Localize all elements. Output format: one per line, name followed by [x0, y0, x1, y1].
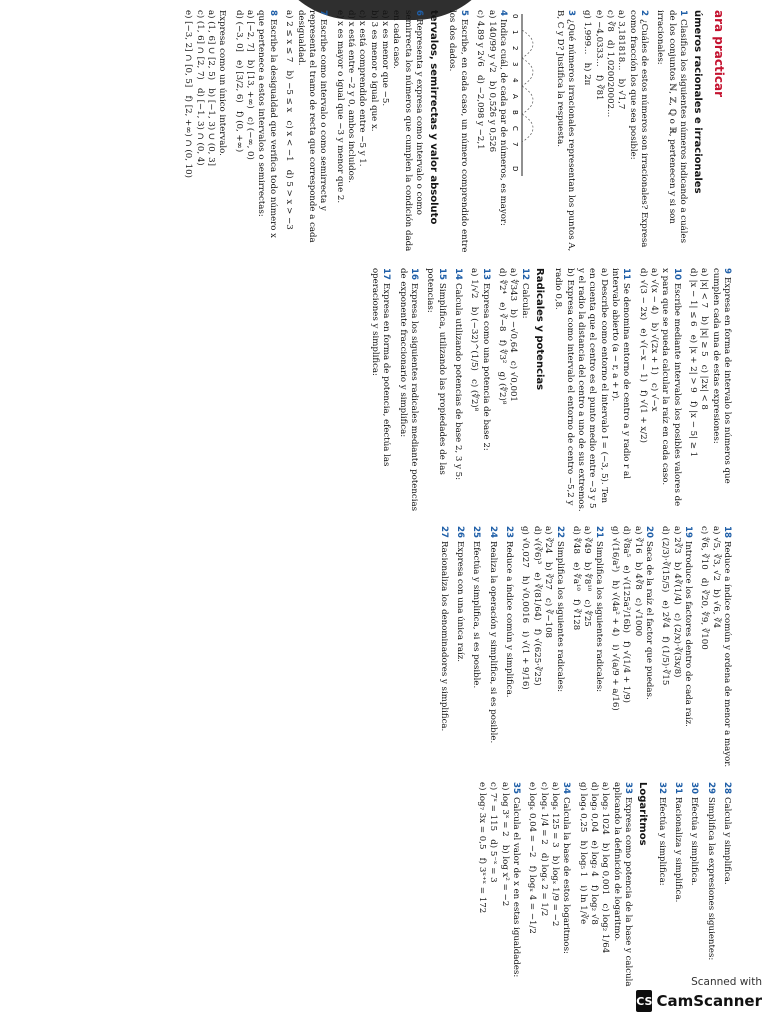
exercise: 14Calcula utilizando potencias de base 2, 3 y 5: [452, 268, 463, 481]
section-title: ara practicar [712, 10, 726, 97]
exercise: 22Simplifica los siguientes radicales: a) ∛24 b) ∛27 c) ∛−108 d) √(∛6)³ e) ∛(81/64) f) √(625·∛25) g) √0,027 h) √0,0016 i) √(1 + 9/16) [520, 526, 565, 693]
exercise: 18Reduce a índice común y ordena de menor a mayor. a) √5, ∛3, √2 b) √6, ∛4 c) ∜6, ∛10 d) ∛20, ∜9, ∛100 [699, 526, 732, 768]
exercise: 10Escribe mediante intervalos los posibles valores de x para que se pueda calcular la raíz en cada caso. a) √(x − 4) b) √(2x + 1) c) √−x d) √(3 − 2x) e) √(−x − 1) f) √(1 + x/2) [637, 268, 682, 507]
subsection-title: Radicales y potencias [533, 268, 545, 391]
tick-label: C [511, 126, 520, 131]
exercise: 6Representa y expresa como intervalo o como semirrecta los números que cumplen la condición dada en cada caso. a) x es menor que −5. b) 3 es menor o igual que x. c) x está comprendido entre −5 y 1. d) x está entre −2 y 0, ambos incluidos. e) x es mayor o igual que −3 y menor que 2. [334, 10, 424, 252]
exercise: 28Calcula y simplifica. [722, 782, 732, 885]
exercise: 16Expresa los siguientes radicales mediante potencias de exponente fraccionario y simplifica: [397, 268, 419, 512]
subsection-title: tervalos, semirrectas y valor absoluto [428, 10, 440, 225]
exercise: 32Efectúa y simplifica: [656, 782, 667, 886]
column-2 [364, 268, 732, 513]
exercise: 23Reduce a índice común y simplifica. [504, 526, 515, 698]
exercise: 19Introduce los factores dentro de cada raíz. a) 2∛3 b) 4∛(1/4) c) (2/x)·∛(3x/8) d) (2/3)·∛(15/5) e) 2∜4 f) (1/5)·∛15 [660, 526, 693, 727]
exercise: 27Racionaliza los denominadores y simplifica. [438, 526, 449, 732]
exercise: 5Escribe, en cada caso, un número comprendido entre los dos dados. [447, 10, 469, 253]
exercise: 12Calcula: a) ∜343 b) −√0,64 c) √0,001 d) ∜2⁴ e) ∛−8 f) ∜3² g) (∜2)⁸ [496, 268, 530, 405]
exercise: 2¿Cuáles de estos números son irracionales? Expresa como fracción los que sea posible: a) 3,181818... b) √1,7 c) ∛8 d) 1,020020002... e) −4,0333... f) ∛81 g) 1,999... h) 2π [581, 10, 649, 255]
watermark-brand: CamScanner [656, 992, 762, 1010]
exercise: 31Racionaliza y simplifica. [672, 782, 683, 903]
exercise: 3¿Qué números irracionales representan los puntos A, B, C y D? Justifica la respuesta. [554, 10, 576, 252]
tick-label: 7 [511, 142, 520, 147]
number-line-figure [512, 10, 548, 180]
tick-label: A [511, 94, 520, 99]
rotated-textbook-page [80, 0, 740, 1024]
exercise: 15Simplifica, utilizando las propiedades de las potencias: [425, 268, 447, 475]
tick-label: 4 [511, 78, 520, 83]
exercise: 29Simplifica las expresiones siguientes: [705, 782, 716, 961]
tick-label: D [511, 166, 520, 172]
subsection-title: úmeros racionales e irracionales [692, 10, 704, 194]
exercise: 9Expresa en forma de intervalo los números que cumplen cada una de estas expresiones: a) |x| < 7 b) |x| ≥ 5 c) |2x| < 8 d) |x − 1| ≤ 6 e) |x + 2| > 9 f) |x − 5| ≥ 1 [687, 268, 732, 484]
tick-label: B [511, 110, 520, 115]
exercise: 25Efectúa y simplifica, si es posible. [471, 526, 482, 689]
exercise: 26Expresa con una única raíz. [455, 526, 466, 662]
column-3 [432, 526, 732, 771]
exercise-items: a) 3,181818... b) √1,7 c) ∛8 d) 1,020020002... e) −4,0333... f) ∛81 g) 1,999... h) 2π [582, 10, 627, 118]
exercise: 33Expresa como potencia de la base y calcula aplicando la definición de logaritmo. a) log₂ 1024 b) log 0,001 c) log₂ 1/64 d) log₃ 0,04 e) log₂ 4 f) log₂ √8 g) log₄ 0,25 h) log₅ 1 i) ln 1/∛e [577, 782, 634, 987]
subsection-title: Logaritmos [637, 782, 649, 846]
camscanner-watermark [636, 976, 762, 1020]
exercise: 4Indica cuál, de cada par de números, es mayor: a) 140/99 y √2 b) 0,52̂6 y 0,526 c) 4,89 y 2√6 d) −2,098 y −2,1 [475, 10, 508, 226]
exercise: 30Efectúa y simplifica. [689, 782, 700, 886]
exercise: Expresa como un único intervalo. a) (1, 6] ∪ [2, 5) b) [−1, 3) ∪ (0, 3] c) (1, 6] ∩ [2, 7) d) [−1, 3) ∩ (0, 4) e) [−3, 2] ∩ [0, 5] f) [2, +∞) ∩ (0, 10) [183, 10, 228, 178]
tick-label: 1 [511, 30, 520, 35]
exercise: 21Simplifica los siguientes radicales: a) ∛49 b) ∜8¹⁰ c) ∜25 d) ∜48 e) ∜a¹⁰ f) ∛128 [570, 526, 604, 693]
exercise: 7Escribe como intervalo o como semirrecta y representa el tramo de recta que corresponde a cada desigualdad. a) 2 ≤ x ≤ 7 b) −5 ≤ x c) x < −1 d) 5 > x > −3 [284, 10, 329, 243]
tick-label: 0 [511, 14, 520, 19]
exercise: 13Expresa como una potencia de base 2: a) 1/√2 b) (−32)^(1/5) c) (∜2)⁸ [469, 268, 491, 451]
exercise: 24Realiza la operación y simplifica, si es posible. [487, 526, 498, 744]
exercise: 20Saca de la raíz el factor que puedas. a) ∛16 b) 4∛8 c) √1000 d) ∛8a⁵ e) √(125a²/16b) f) √(1/4 + 1/9) g) √(16/a³) h) √(4a² + 4) i) √(a/9 + a/16) [609, 526, 654, 711]
camscanner-logo-icon: CS [636, 990, 652, 1012]
exercise: 1Clasifica los siguientes números indicando a cuáles de los conjuntos ℕ, ℤ, ℚ o ℝ, pertenecen y si son irracionales: [655, 10, 688, 244]
watermark-caption: Scanned with [691, 976, 762, 988]
exercise: 8Escribe la desigualdad que verifica todo número x que pertenece a estos intervalos o semirrectas: a) [−2, 7] b) [13, +∞) c) (−∞, 0) d) (−3, 0] e) [3/2, 6) f) (0, +∞) [233, 10, 278, 239]
exercise: 17Expresa en forma de potencia, efectúa las operaciones y simplifica: [369, 268, 392, 467]
column-1 [177, 10, 732, 255]
tick-label: 3 [511, 62, 520, 67]
exercise: 11Se denomina entorno de centro a y radio r al intervalo abierto (a − r, a + r). a) Describe como entorno el intervalo I = (−3, 5). Ten en cuenta que el centro es el punto medio entre −3 y 5 y el radio la distancia del centro a uno de sus extremos. b) Expresa como intervalo el entorno de centro −5,2 y radio 0,8. [553, 268, 632, 512]
exercise: 35Calcula el valor de x en estas igualdades: a) log 3ˣ = 2 b) log x² = −2 c) 7ˣ = 115 d) 5⁻ˣ = 3 e) log₇ 3x = 0,5 f) 3ˣ⁺ˣ = 172 [476, 782, 521, 978]
tick-label: 2 [511, 46, 520, 51]
exercise: 34Calcula la base de estos logaritmos: a) logₓ 125 = 3 b) logₓ 1/9 = −2 c) logₓ 1/4 = 2 d) logₓ 2 = 1/2 e) logₓ 0,04 = −2 f) logₓ 4 = −1/2 [527, 782, 572, 954]
